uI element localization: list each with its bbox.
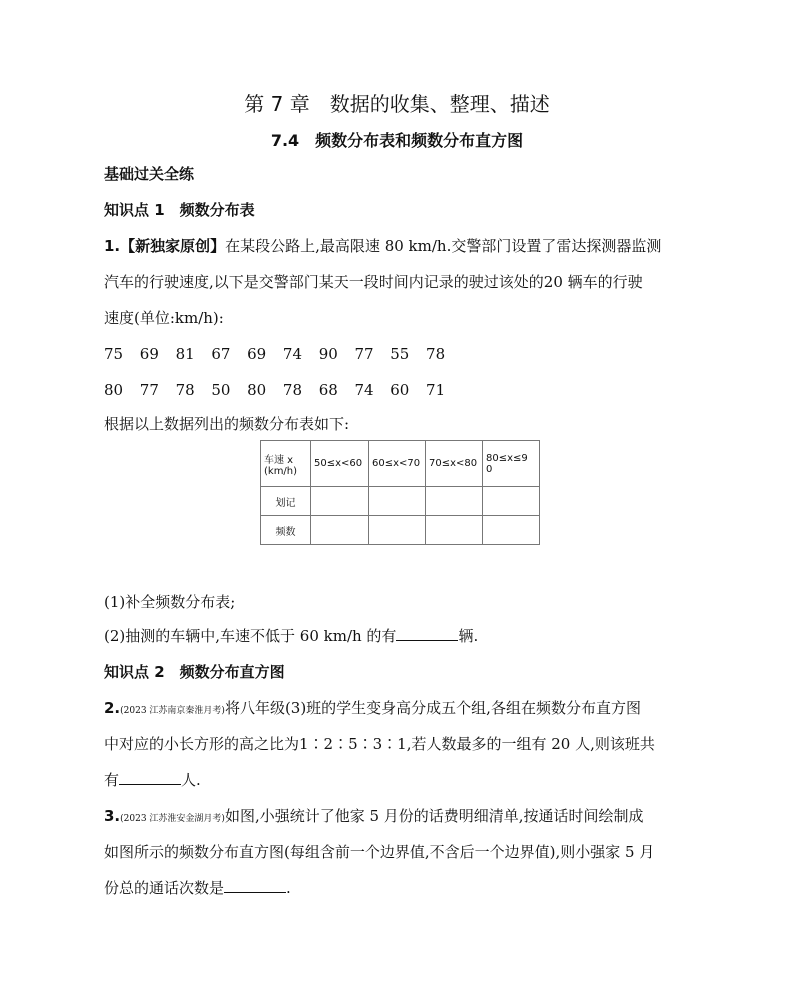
frequency-cell xyxy=(369,516,426,545)
tally-cell xyxy=(483,487,540,516)
speed-value: 80 xyxy=(104,381,124,399)
q1-tag: 【新独家原创】 xyxy=(120,237,226,255)
speed-value: 69 xyxy=(139,345,159,363)
speed-data-row-2 xyxy=(104,380,457,400)
speed-value: 90 xyxy=(318,345,338,363)
speed-value: 78 xyxy=(426,345,446,363)
speed-value: 74 xyxy=(354,381,374,399)
q1-line1 xyxy=(104,236,661,256)
knowledge-point-2: 知识点 2 频数分布直方图 xyxy=(104,663,285,681)
q3-line2: 如图所示的频数分布直方图(每组含前一个边界值,不含后一个边界值),则小强家 5 月 xyxy=(104,843,655,861)
header-cell-interval xyxy=(483,441,540,487)
q3-text-3b: . xyxy=(286,879,291,897)
speed-value: 55 xyxy=(390,345,410,363)
frequency-cell xyxy=(483,516,540,545)
speed-value: 74 xyxy=(282,345,302,363)
speed-value: 78 xyxy=(175,381,195,399)
header-label-line2: (km/h) xyxy=(264,465,298,477)
q2-source: (2023 江苏南京秦淮月考) xyxy=(120,706,225,716)
q2-line1 xyxy=(104,698,641,721)
interval-line2: 0 xyxy=(486,463,493,475)
section-title: 7.4 频数分布表和频数分布直方图 xyxy=(270,131,524,150)
q1-line2: 汽车的行驶速度,以下是交警部门某天一段时间内记录的驶过该处的20 辆车的行驶 xyxy=(104,273,643,291)
q1-sub2 xyxy=(104,626,478,646)
speed-value: 50 xyxy=(211,381,231,399)
table-row-tally xyxy=(261,487,540,516)
q2-text-3b: 人. xyxy=(181,771,201,789)
speed-data-row-1 xyxy=(104,344,457,364)
tally-cell xyxy=(311,487,369,516)
table-header-row xyxy=(261,441,540,487)
speed-value: 77 xyxy=(354,345,374,363)
q1-number: 1. xyxy=(104,237,121,255)
answer-blank xyxy=(224,878,286,893)
tally-cell xyxy=(426,487,483,516)
frequency-cell xyxy=(426,516,483,545)
q3-source: (2023 江苏淮安金湖月考) xyxy=(120,814,225,824)
answer-blank xyxy=(119,770,181,785)
header-cell-interval: 60≤x<70 xyxy=(369,441,426,487)
q1-line3: 速度(单位:km/h): xyxy=(104,309,224,327)
speed-value: 80 xyxy=(247,381,267,399)
frequency-cell xyxy=(311,516,369,545)
q3-text-3a: 份总的通话次数是 xyxy=(104,879,225,897)
table-row-frequency xyxy=(261,516,540,545)
q3-text-1: 如图,小强统计了他家 5 月份的话费明细清单,按通话时间绘制成 xyxy=(224,807,644,825)
header-cell-interval: 70≤x<80 xyxy=(426,441,483,487)
header-label-line1: 车速 x xyxy=(264,454,294,466)
q1-text-1: 在某段公路上,最高限速 80 km/h.交警部门设置了雷达探测器监测 xyxy=(225,237,662,255)
q3-line1 xyxy=(104,806,644,829)
q2-line3 xyxy=(104,770,201,790)
q2-number: 2. xyxy=(104,699,121,717)
speed-value: 60 xyxy=(390,381,410,399)
q2-text-1: 将八年级(3)班的学生变身高分成五个组,各组在频数分布直方图 xyxy=(224,699,641,717)
frequency-table xyxy=(260,440,540,545)
chapter-title: 第 7 章 数据的收集、整理、描述 xyxy=(244,92,550,116)
q3-number: 3. xyxy=(104,807,121,825)
speed-value: 71 xyxy=(426,381,446,399)
part-heading: 基础过关全练 xyxy=(104,165,195,183)
speed-value: 81 xyxy=(175,345,195,363)
speed-value: 69 xyxy=(247,345,267,363)
knowledge-point-1: 知识点 1 频数分布表 xyxy=(104,201,255,219)
q2-line2: 中对应的小长方形的高之比为1∶2∶5∶3∶1,若人数最多的一组有 20 人,则该班共 xyxy=(104,735,655,753)
header-cell-speed xyxy=(261,441,311,487)
interval-line1: 80≤x≤9 xyxy=(486,452,528,464)
q1-sub2-unit: 辆. xyxy=(458,627,479,645)
header-cell-interval: 50≤x<60 xyxy=(311,441,369,487)
table-intro: 根据以上数据列出的频数分布表如下: xyxy=(104,415,350,433)
q2-text-3a: 有 xyxy=(104,771,120,789)
speed-value: 68 xyxy=(318,381,338,399)
row-label-frequency: 频数 xyxy=(261,516,311,545)
q1-sub1: (1)补全频数分布表; xyxy=(104,593,236,611)
speed-value: 77 xyxy=(139,381,159,399)
tally-cell xyxy=(369,487,426,516)
q3-line3 xyxy=(104,878,291,898)
speed-value: 78 xyxy=(282,381,302,399)
row-label-tally: 划记 xyxy=(261,487,311,516)
speed-value: 67 xyxy=(211,345,231,363)
speed-value: 75 xyxy=(104,345,124,363)
q1-sub2-text: (2)抽测的车辆中,车速不低于 60 km/h 的有 xyxy=(104,627,397,645)
answer-blank xyxy=(396,626,458,641)
